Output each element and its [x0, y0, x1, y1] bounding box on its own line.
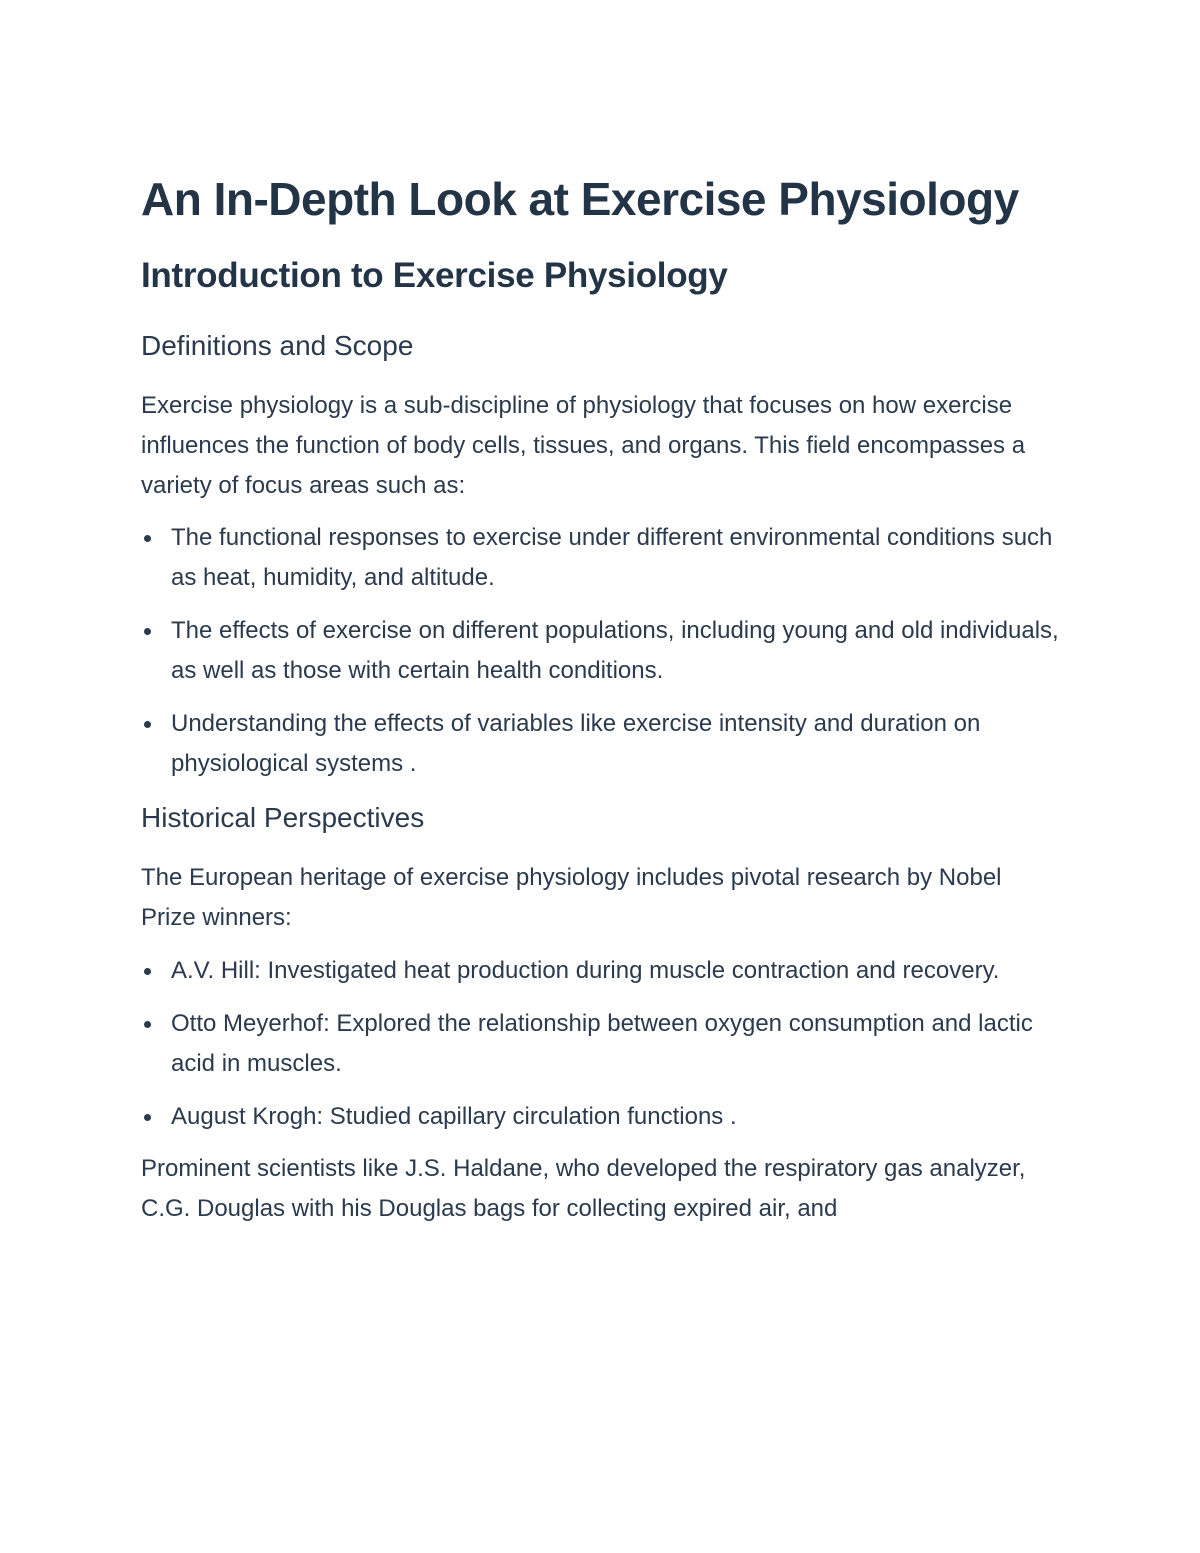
definitions-list — [141, 518, 1061, 784]
subsection-heading-definitions: Definitions and Scope — [141, 330, 414, 361]
list-item: A.V. Hill: Investigated heat production during muscle contraction and recovery. — [141, 951, 1061, 991]
list-item: Understanding the effects of variables like exercise intensity and duration on physiological systems . — [141, 704, 1061, 784]
closing-paragraph: Prominent scientists like J.S. Haldane, who developed the respiratory gas analyzer, C.G. Douglas with his Douglas bags for collecting expired air, and — [141, 1155, 1026, 1222]
definitions-paragraph: Exercise physiology is a sub-discipline of physiology that focuses on how exercise influences the function of body cells, tissues, and organs. This field encompasses a variety of focus areas such as: — [141, 392, 1026, 499]
list-item: The effects of exercise on different populations, including young and old individuals, as well as those with certain health conditions. — [141, 611, 1061, 691]
list-item: Otto Meyerhof: Explored the relationship between oxygen consumption and lactic acid in muscles. — [141, 1004, 1061, 1084]
list-item: The functional responses to exercise under different environmental conditions such as heat, humidity, and altitude. — [141, 518, 1061, 598]
document-page — [141, 168, 1061, 1229]
subsection-heading-history: Historical Perspectives — [141, 802, 425, 833]
history-paragraph: The European heritage of exercise physiology includes pivotal research by Nobel Prize winners: — [141, 864, 1002, 931]
history-list — [141, 951, 1061, 1137]
section-heading-introduction: Introduction to Exercise Physiology — [141, 256, 728, 295]
list-item: August Krogh: Studied capillary circulation functions . — [141, 1097, 1061, 1137]
document-title: An In-Depth Look at Exercise Physiology — [141, 173, 1019, 225]
